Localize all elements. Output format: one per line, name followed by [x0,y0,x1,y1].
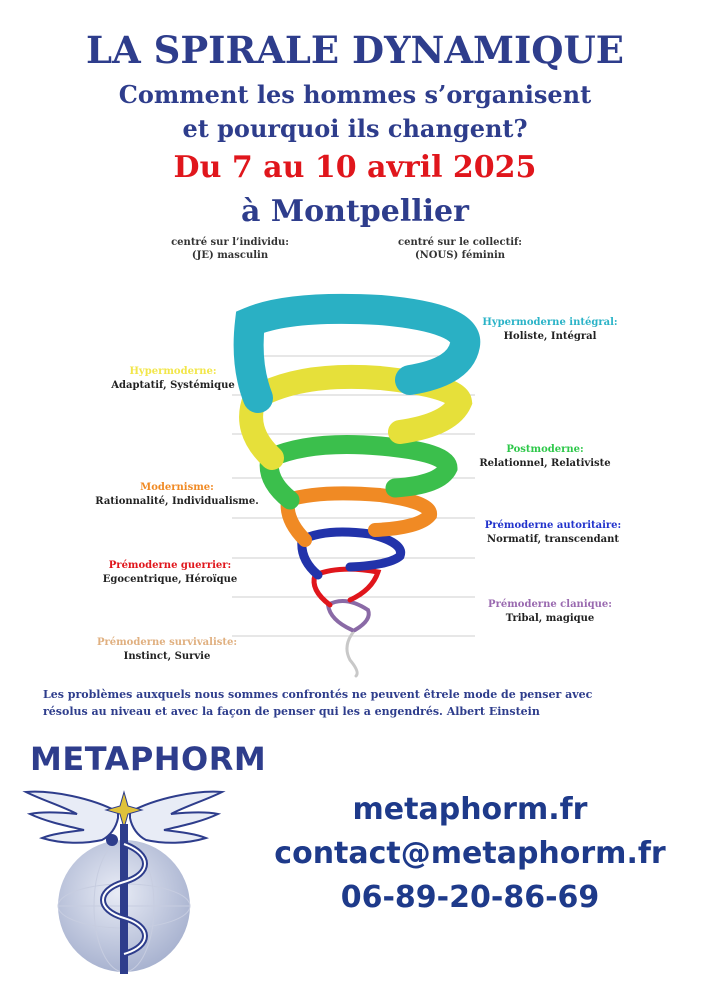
axis-left-line1: centré sur l’individu: [171,237,289,248]
website-link[interactable]: metaphorm.fr [352,792,588,827]
level-desc: Normatif, transcendant [487,534,619,545]
axis-left-line2: (JE) masculin [191,250,269,261]
level-premoderne-clanique [465,598,635,626]
level-hypermoderne [88,365,258,393]
phone-number[interactable]: 06-89-20-86-69 [340,880,600,915]
level-name: Prémoderne survivaliste: [96,637,238,648]
subtitle-line-1: Comment les hommes s’organisent [118,80,592,109]
level-desc: Adaptatif, Systémique [111,380,235,391]
level-desc: Rationnalité, Individualisme. [95,496,259,507]
email-link[interactable]: contact@metaphorm.fr [274,836,666,871]
level-name: Hypermoderne intégral: [482,317,618,328]
page-title: LA SPIRALE DYNAMIQUE [86,28,624,72]
level-desc: Tribal, magique [505,613,595,624]
quote-line-1: Les problèmes auxquels nous sommes confrontés ne peuvent êtrele mode de penser avec [43,688,593,701]
level-name: Prémoderne guerrier: [108,560,232,571]
axis-right-line2: (NOUS) féminin [414,250,506,261]
level-name: Postmoderne: [506,444,584,455]
level-name: Hypermoderne: [129,366,217,377]
axis-right-line1: centré sur le collectif: [398,237,522,248]
brand-name: METAPHORM [30,740,267,778]
subtitle-line-2: et pourquoi ils changent? [182,114,528,143]
level-desc: Instinct, Survie [123,651,211,662]
level-name: Prémoderne clanique: [488,599,612,610]
caduceus-logo-icon [22,778,227,978]
level-premoderne-survivaliste [82,636,252,664]
level-hypermoderne-integral [465,316,635,344]
level-desc: Relationnel, Relativiste [479,458,611,469]
event-dates: Du 7 au 10 avril 2025 [173,150,537,185]
einstein-quote [43,686,663,720]
level-premoderne-autoritaire [468,519,638,547]
level-postmoderne [460,443,630,471]
quote-line-2: résolus au niveau et avec la façon de penser qui les a engendrés. Albert Einstein [43,705,540,718]
level-desc: Egocentrique, Héroïque [102,574,238,585]
level-name: Prémoderne autoritaire: [484,520,622,531]
level-modernisme [92,481,262,509]
event-city: à Montpellier [241,194,469,229]
level-desc: Holiste, Intégral [503,331,597,342]
level-premoderne-guerrier [85,559,255,587]
level-name: Modernisme: [140,482,214,493]
